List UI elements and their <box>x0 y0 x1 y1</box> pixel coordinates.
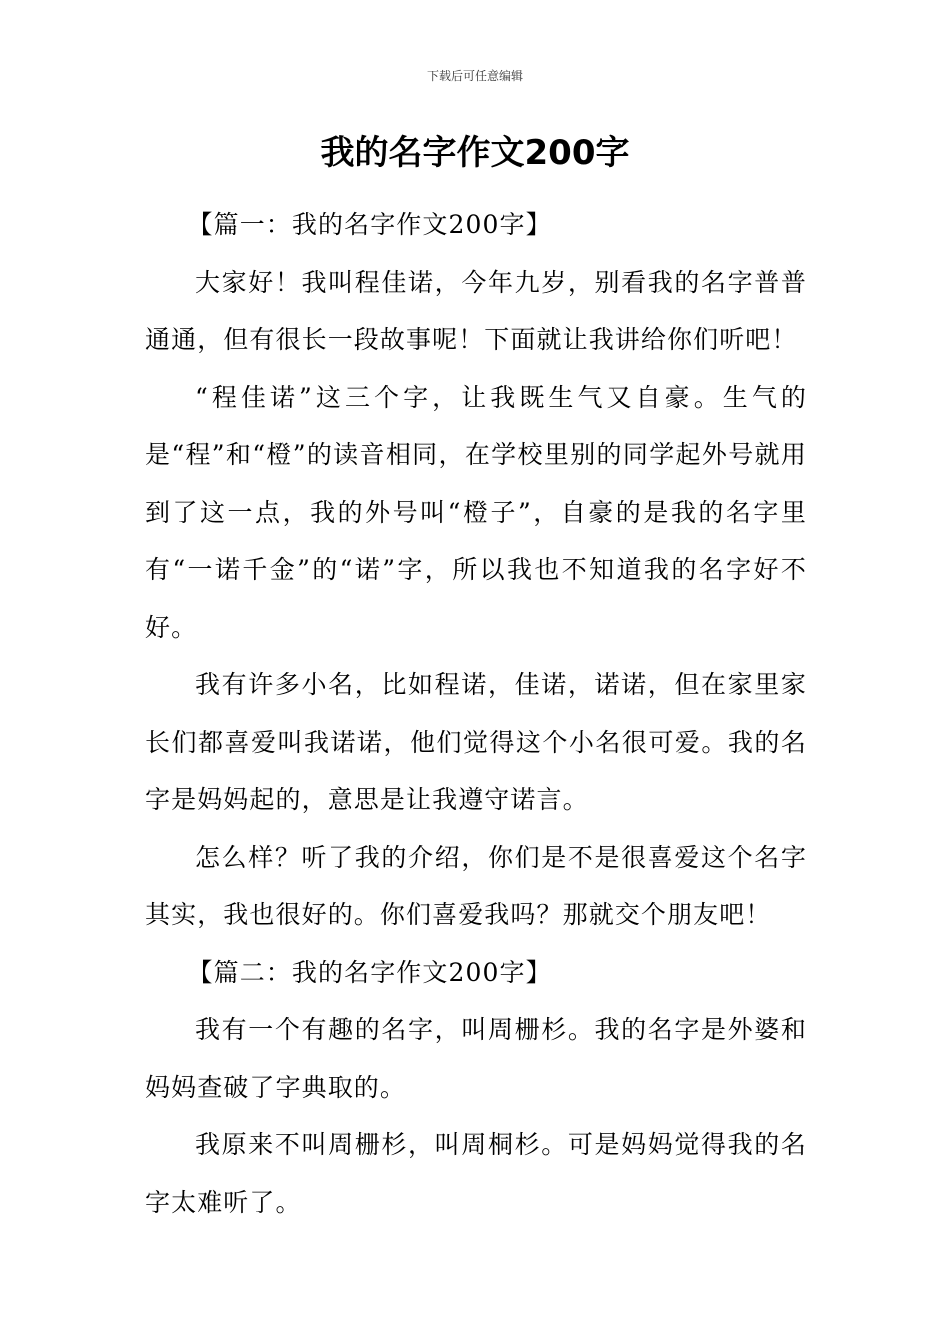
paragraph: 大家好！我叫程佳诺，今年九岁，别看我的名字普普通通，但有很长一段故事呢！下面就让我讲给你们听吧！ <box>145 267 807 354</box>
section-heading-2: 【篇二：我的名字作文200字】 <box>187 957 552 987</box>
page-title: 我的名字作文200字 <box>320 133 630 173</box>
paragraph: “程佳诺”这三个字，让我既生气又自豪。生气的是“程”和“橙”的读音相同，在学校里别的同学起外号就用到了这一点，我的外号叫“橙子”，自豪的是我的名字里有“一诺千金”的“诺”字，所以我也不知道我的名字好不好。 <box>145 382 807 642</box>
section-heading-1: 【篇一：我的名字作文200字】 <box>187 210 552 239</box>
paragraph: 我有许多小名，比如程诺，佳诺，诺诺，但在家里家长们都喜爱叫我诺诺，他们觉得这个小名很可爱。我的名字是妈妈起的，意思是让我遵守诺言。 <box>145 670 807 814</box>
document-body <box>145 196 807 1231</box>
paragraph: 我有一个有趣的名字，叫周栅杉。我的名字是外婆和妈妈查破了字典取的。 <box>145 1015 807 1102</box>
header-note: 下载后可任意编辑 <box>426 69 523 83</box>
paragraph: 我原来不叫周栅杉，叫周桐杉。可是妈妈觉得我的名字太难听了。 <box>145 1130 807 1217</box>
paragraph: 怎么样？听了我的介绍，你们是不是很喜爱这个名字其实，我也很好的。你们喜爱我吗？那就交个朋友吧！ <box>145 842 807 929</box>
